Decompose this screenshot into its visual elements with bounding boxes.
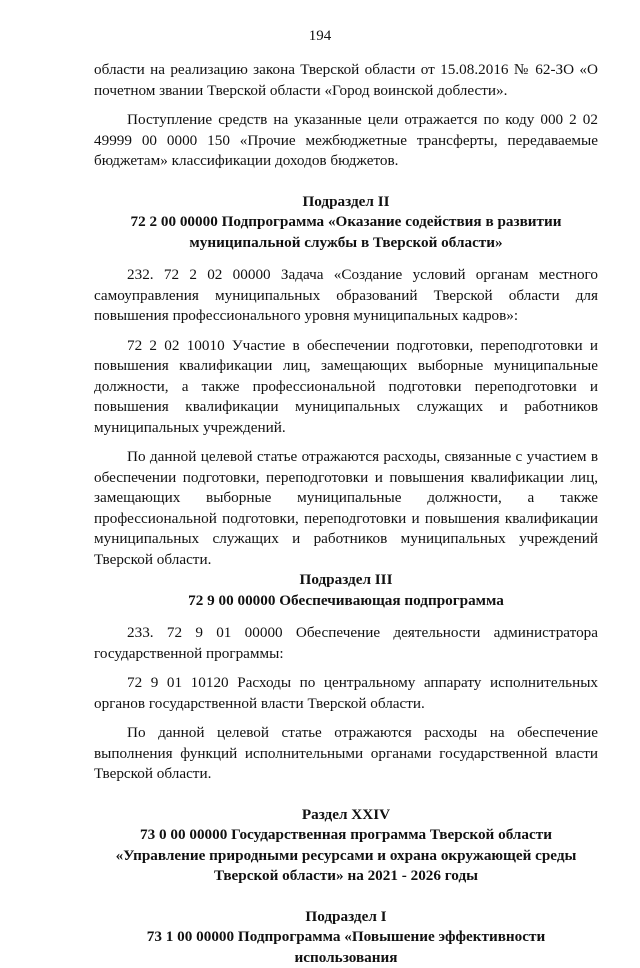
subsection-3-label: Подраздел III <box>299 571 393 588</box>
subsection-2-title-line2: муниципальной службы в Тверской области» <box>189 233 503 251</box>
subsection-1-title-line1: 73 1 00 00000 Подпрограмма «Повышение эффективности использования <box>146 928 546 966</box>
section-24-title-line2: «Управление природными ресурсами и охрана окружающей среды <box>115 846 577 864</box>
section-24-title-line1: 73 0 00 00000 Государственная программа Тверской области <box>140 826 552 843</box>
subsection-2-label: Подраздел II <box>302 192 390 210</box>
paragraph-income-code: Поступление средств на указанные цели отражается по коду 000 2 02 49999 00 0000 150 «Прочие межбюджетные трансферты, передаваемые бюджетам» классификации доходов бюджетов. <box>94 111 598 169</box>
document-body <box>94 60 598 968</box>
section-24-title-line3: Тверской области» на 2021 - 2026 годы <box>213 867 478 884</box>
paragraph-233: 233. 72 9 01 00000 Обеспечение деятельности администратора государственной программы: <box>94 624 598 662</box>
page-number: 194 <box>308 28 332 44</box>
paragraph-continuation: области на реализацию закона Тверской области от 15.08.2016 № 62-ЗО «О почетном звании Тверской области «Город воинской доблести». <box>94 61 598 99</box>
paragraph-article-10120: 72 9 01 10120 Расходы по центральному аппарату исполнительных органов государственной власти Тверской области. <box>94 674 598 712</box>
subsection-2-title-line1: 72 2 00 00000 Подпрограмма «Оказание содействия в развитии <box>130 213 562 230</box>
paragraph-232: 232. 72 2 02 00000 Задача «Создание условий органам местного самоуправления муниципальных образований Тверской области для повышения профессионального уровня муниципальных кадров»: <box>94 266 598 324</box>
section-24-label: Раздел XXIV <box>301 805 391 823</box>
subsection-3-title: 72 9 00 00000 Обеспечивающая подпрограмма <box>188 591 504 609</box>
paragraph-article-10010-description: По данной целевой статье отражаются расходы, связанные с участием в обеспечении подготовки, переподготовки и повышения квалификации лиц, замещающих выборные муниципальные должности, а также профессиональной подготовки, переподготовки и повышения квалификации муниципальных служащих и работников муниципальных учреждений Тверской области. <box>94 448 598 568</box>
paragraph-article-10010: 72 2 02 10010 Участие в обеспечении подготовки, переподготовки и повышения квалификации лиц, замещающих выборные муниципальные должности, а также профессиональной подготовки переподготовки и повышения квалификации муниципальных служащих и работников муниципальных учреждений. <box>94 336 598 436</box>
subsection-1-label: Подраздел I <box>305 907 387 925</box>
paragraph-article-10120-description: По данной целевой статье отражаются расходы на обеспечение выполнения функций исполнительными органами государственной власти Тверской области. <box>94 724 598 782</box>
